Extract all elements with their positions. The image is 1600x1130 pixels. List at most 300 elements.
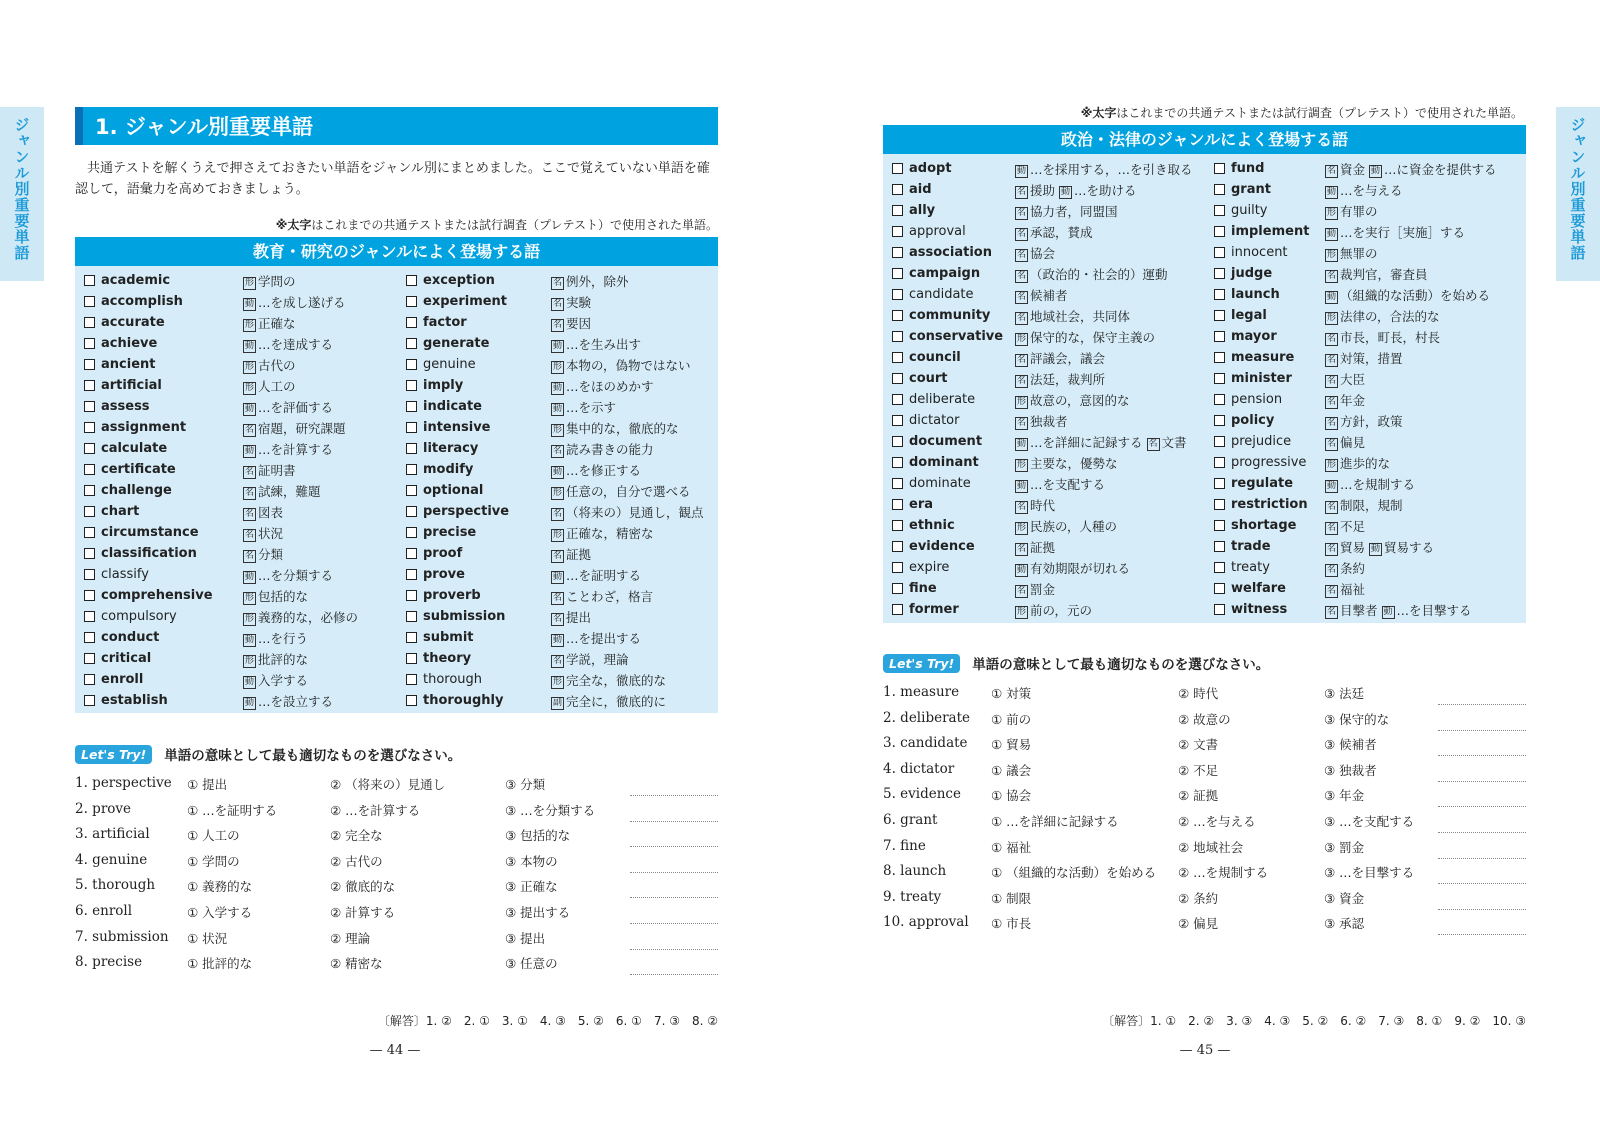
quiz-option[interactable]: ① 貿易 xyxy=(991,737,1032,753)
checkbox[interactable] xyxy=(892,541,903,552)
checkbox[interactable] xyxy=(1214,184,1225,195)
quiz-option[interactable]: ③ 提出する xyxy=(505,905,571,920)
quiz-option[interactable]: ② …を規制する xyxy=(1178,865,1269,881)
checkbox[interactable] xyxy=(84,443,95,454)
definition-text: 学問の xyxy=(258,274,296,289)
part-of-speech-tag: 名 xyxy=(1016,271,1026,281)
checkbox[interactable] xyxy=(84,548,95,559)
side-tab-left-label: ジャンル別重要単語 xyxy=(12,117,31,261)
checkbox[interactable] xyxy=(892,394,903,405)
checkbox[interactable] xyxy=(892,520,903,531)
quiz-option[interactable]: ① 制限 xyxy=(991,890,1032,906)
checkbox[interactable] xyxy=(892,247,903,258)
checkbox[interactable] xyxy=(84,296,95,307)
vocab-row xyxy=(84,627,159,648)
vocab-word: campaign xyxy=(909,266,981,281)
definition-text: 義務的な，必修の xyxy=(258,610,359,625)
quiz-option[interactable]: ② 故意の xyxy=(1178,711,1231,727)
quiz-option[interactable]: ① 提出 xyxy=(187,777,228,792)
quiz-option[interactable]: ③ …を分類する xyxy=(505,802,596,818)
quiz-option[interactable]: ① 状況 xyxy=(187,930,228,946)
vocab-row xyxy=(84,690,168,711)
vocab-definition xyxy=(551,650,629,668)
vocab-definition xyxy=(1325,370,1365,388)
definition-text: （政治的・社会的）運動 xyxy=(1030,267,1168,282)
vocab-row xyxy=(84,501,139,522)
definition-text: 候補者 xyxy=(1030,288,1068,303)
part-of-speech-tag: 形 xyxy=(1016,334,1026,344)
lets-try-badge: Let's Try! xyxy=(883,654,960,673)
vocab-row xyxy=(892,179,932,200)
checkbox[interactable] xyxy=(406,359,417,370)
answer-line[interactable] xyxy=(630,897,718,898)
checkbox[interactable] xyxy=(892,310,903,321)
checkbox[interactable] xyxy=(1214,541,1225,552)
quiz-word: 5. thorough xyxy=(75,877,156,894)
quiz-option[interactable]: ② 時代 xyxy=(1178,686,1219,701)
checkbox[interactable] xyxy=(84,401,95,412)
vocab-row xyxy=(1214,347,1294,368)
quiz-option[interactable]: ③ 任意の xyxy=(505,956,558,972)
vocab-row xyxy=(406,438,478,459)
quiz-option[interactable]: ② …を与える xyxy=(1178,814,1256,829)
quiz-item xyxy=(883,838,1526,863)
vocab-row xyxy=(892,452,979,473)
answer-line[interactable] xyxy=(1438,909,1526,910)
quiz-option[interactable]: ① …を詳細に記録する xyxy=(991,814,1119,829)
vocab-row xyxy=(892,536,975,557)
checkbox[interactable] xyxy=(892,205,903,216)
vocab-row xyxy=(892,284,974,305)
vocab-panel-education xyxy=(75,237,718,713)
checkbox[interactable] xyxy=(406,506,417,517)
part-of-speech-tag: 名 xyxy=(1326,418,1336,428)
vocab-word: community xyxy=(909,308,991,323)
checkbox[interactable] xyxy=(84,338,95,349)
checkbox[interactable] xyxy=(892,562,903,573)
part-of-speech-tag: 動 xyxy=(552,341,562,351)
quiz-option[interactable]: ① 協会 xyxy=(991,788,1032,804)
vocab-word: aid xyxy=(909,182,932,197)
quiz-option[interactable]: ① 批評的な xyxy=(187,956,253,972)
definition-text: 地域社会，共同体 xyxy=(1030,309,1131,324)
checkbox[interactable] xyxy=(84,275,95,286)
definition-text: 資金 xyxy=(1340,162,1366,177)
definition-text: 正確な xyxy=(258,316,296,331)
quiz-option[interactable]: ① 福祉 xyxy=(991,839,1032,855)
checkbox[interactable] xyxy=(84,485,95,496)
answer-line[interactable] xyxy=(1438,832,1526,833)
vocab-word: comprehensive xyxy=(101,588,213,603)
checkbox[interactable] xyxy=(1214,478,1225,489)
part-of-speech-tag: 動 xyxy=(1016,565,1026,575)
part-of-speech-tag: 名 xyxy=(1326,439,1336,449)
vocab-word: theory xyxy=(423,651,472,666)
vocab-row xyxy=(406,417,490,438)
checkbox[interactable] xyxy=(406,380,417,391)
checkbox[interactable] xyxy=(1214,289,1225,300)
checkbox[interactable] xyxy=(892,331,903,342)
quiz-item xyxy=(883,735,1526,760)
quiz-option[interactable]: ① 人工の xyxy=(187,828,240,844)
definition-text: …を評価する xyxy=(258,400,334,415)
checkbox[interactable] xyxy=(1214,457,1225,468)
answer-line[interactable] xyxy=(630,846,718,847)
quiz-option[interactable]: ② 条約 xyxy=(1178,890,1219,906)
checkbox[interactable] xyxy=(406,401,417,412)
vocab-definition xyxy=(551,503,704,521)
quiz-option[interactable]: ③ …を目撃する xyxy=(1324,865,1415,881)
side-tab-right-label: ジャンル別重要単語 xyxy=(1568,117,1587,261)
vocab-word: grant xyxy=(1231,182,1271,197)
answer-line[interactable] xyxy=(1438,934,1526,935)
checkbox[interactable] xyxy=(406,296,417,307)
vocab-row xyxy=(84,291,183,312)
checkbox[interactable] xyxy=(892,478,903,489)
checkbox[interactable] xyxy=(892,415,903,426)
vocab-row xyxy=(892,368,948,389)
vocab-word: trade xyxy=(1231,539,1271,554)
checkbox[interactable] xyxy=(892,436,903,447)
quiz-option[interactable]: ① 前の xyxy=(991,711,1032,727)
definition-text: 罰金 xyxy=(1030,582,1056,597)
quiz-word: 1. measure xyxy=(883,684,960,700)
definition-text: 民族の，人種の xyxy=(1030,519,1118,534)
checkbox[interactable] xyxy=(406,443,417,454)
part-of-speech-tag: 名 xyxy=(1016,502,1026,512)
checkbox[interactable] xyxy=(892,226,903,237)
lets-try-question: 単語の意味として最も適切なものを選びなさい。 xyxy=(972,657,1270,673)
checkbox[interactable] xyxy=(406,695,417,706)
checkbox[interactable] xyxy=(892,268,903,279)
answer-line[interactable] xyxy=(1438,704,1526,705)
answer-line[interactable] xyxy=(630,974,718,975)
vocab-row xyxy=(1214,431,1291,452)
vocab-row xyxy=(892,326,1003,347)
vocab-word: conduct xyxy=(101,630,160,645)
checkbox[interactable] xyxy=(1214,226,1225,237)
checkbox[interactable] xyxy=(1214,247,1225,258)
definition-text: 協力者，同盟国 xyxy=(1030,204,1118,219)
vocab-definition xyxy=(243,608,358,626)
vocab-row xyxy=(1214,410,1274,431)
vocab-definition xyxy=(243,482,321,500)
quiz-option[interactable]: ③ 包括的な xyxy=(505,828,571,844)
checkbox[interactable] xyxy=(406,317,417,328)
vocab-row xyxy=(892,515,955,536)
vocab-word: indicate xyxy=(423,399,482,414)
quiz-option[interactable]: ③ 正確な xyxy=(505,879,558,895)
checkbox[interactable] xyxy=(84,674,95,685)
part-of-speech-tag: 名 xyxy=(552,593,562,603)
checkbox[interactable] xyxy=(892,373,903,384)
checkbox[interactable] xyxy=(84,317,95,328)
vocab-definition xyxy=(551,419,679,437)
definition-text: …を助ける xyxy=(1074,183,1137,198)
page-number-left: — 44 — xyxy=(369,1043,421,1058)
quiz-option[interactable]: ③ 保守的な xyxy=(1324,711,1390,727)
checkbox[interactable] xyxy=(892,184,903,195)
checkbox[interactable] xyxy=(406,674,417,685)
definition-text: 条約 xyxy=(1340,561,1366,576)
checkbox[interactable] xyxy=(84,611,95,622)
part-of-speech-tag: 名 xyxy=(1016,586,1026,596)
answer-key-right: 〔解答〕1. ① 2. ② 3. ③ 4. ③ 5. ② 6. ② 7. ③ 8. ① 9. ② 10. ③ xyxy=(1102,1014,1526,1028)
checkbox[interactable] xyxy=(892,457,903,468)
quiz-option[interactable]: ② （将来の）見通し xyxy=(330,777,446,792)
checkbox[interactable] xyxy=(892,352,903,363)
definition-text: …を実行［実施］する xyxy=(1340,225,1466,240)
vocab-row xyxy=(406,375,463,396)
quiz-option[interactable]: ① （組織的な活動）を始める xyxy=(991,865,1157,881)
definition-text: 市長，町長，村長 xyxy=(1340,330,1441,345)
part-of-speech-tag: 形 xyxy=(1016,460,1026,470)
checkbox[interactable] xyxy=(1214,499,1225,510)
vocab-word: mayor xyxy=(1231,329,1277,344)
quiz-option[interactable]: ① 議会 xyxy=(991,762,1032,778)
vocab-definition xyxy=(1015,601,1092,619)
vocab-row xyxy=(892,599,959,620)
vocab-row xyxy=(1214,494,1308,515)
answer-line[interactable] xyxy=(1438,755,1526,756)
vocab-definition xyxy=(551,629,641,647)
section-title xyxy=(75,107,718,145)
quiz-option[interactable]: ① 対策 xyxy=(991,686,1032,701)
quiz-word: 4. dictator xyxy=(883,760,955,777)
quiz-item xyxy=(883,684,1526,709)
vocab-definition xyxy=(243,377,296,395)
vocab-row xyxy=(1214,200,1268,221)
quiz-option[interactable]: ③ 分類 xyxy=(505,777,546,792)
checkbox[interactable] xyxy=(1214,205,1225,216)
vocab-definition xyxy=(1015,391,1130,409)
quiz-word: 7. submission xyxy=(75,928,169,945)
checkbox[interactable] xyxy=(892,289,903,300)
vocab-word: judge xyxy=(1231,266,1273,281)
vocab-row xyxy=(892,200,935,221)
vocab-word: measure xyxy=(1231,350,1295,365)
answer-line[interactable] xyxy=(1438,730,1526,731)
quiz-option[interactable]: ③ 承認 xyxy=(1324,916,1365,932)
quiz-option[interactable]: ③ 本物の xyxy=(505,853,558,869)
quiz-option[interactable]: ③ 提出 xyxy=(505,930,546,946)
quiz-word: 6. enroll xyxy=(75,903,133,919)
section-title-text: 1. ジャンル別重要単語 xyxy=(95,115,313,139)
checkbox[interactable] xyxy=(1214,583,1225,594)
quiz-item xyxy=(883,761,1526,786)
quiz-option[interactable]: ② 理論 xyxy=(330,930,371,946)
part-of-speech-tag: 名 xyxy=(244,425,254,435)
definition-text: 証明書 xyxy=(258,463,296,478)
vocab-word: evidence xyxy=(909,539,975,554)
checkbox[interactable] xyxy=(84,506,95,517)
vocab-definition xyxy=(1325,601,1472,619)
quiz-option[interactable]: ③ 年金 xyxy=(1324,788,1365,804)
checkbox[interactable] xyxy=(1214,436,1225,447)
checkbox[interactable] xyxy=(892,604,903,615)
checkbox[interactable] xyxy=(84,653,95,664)
quiz-option[interactable]: ① 学問の xyxy=(187,853,240,869)
definition-text: 完全に，徹底的に xyxy=(566,694,667,709)
vocab-row xyxy=(84,648,151,669)
checkbox[interactable] xyxy=(406,569,417,580)
answer-line[interactable] xyxy=(630,821,718,822)
vocab-definition xyxy=(243,419,346,437)
answer-line[interactable] xyxy=(630,949,718,950)
quiz-option[interactable]: ① 市長 xyxy=(991,916,1032,932)
checkbox[interactable] xyxy=(406,632,417,643)
vocab-row xyxy=(406,270,495,291)
vocab-row xyxy=(892,158,952,179)
checkbox[interactable] xyxy=(892,163,903,174)
checkbox[interactable] xyxy=(406,485,417,496)
quiz-option[interactable]: ③ 候補者 xyxy=(1324,737,1377,753)
quiz-item xyxy=(883,812,1526,837)
checkbox[interactable] xyxy=(1214,268,1225,279)
quiz-option[interactable]: ③ 罰金 xyxy=(1324,839,1365,855)
checkbox[interactable] xyxy=(84,359,95,370)
checkbox[interactable] xyxy=(1214,604,1225,615)
answer-line[interactable] xyxy=(1438,858,1526,859)
vocab-row xyxy=(406,396,482,417)
vocab-word: generate xyxy=(423,336,490,351)
quiz-option[interactable]: ② 文書 xyxy=(1178,737,1219,753)
part-of-speech-tag: 動 xyxy=(1326,292,1336,302)
vocab-definition xyxy=(243,671,308,689)
vocab-definition xyxy=(1015,433,1187,451)
part-of-speech-tag: 動 xyxy=(552,572,562,582)
vocab-word: legal xyxy=(1231,308,1267,323)
answer-line[interactable] xyxy=(1438,806,1526,807)
part-of-speech-tag: 動 xyxy=(552,635,562,645)
checkbox[interactable] xyxy=(406,275,417,286)
quiz-option[interactable]: ③ 法廷 xyxy=(1324,686,1365,701)
vocab-row xyxy=(406,564,465,585)
quiz-option[interactable]: ② 完全な xyxy=(330,828,383,844)
vocab-word: submit xyxy=(423,630,474,645)
quiz-option[interactable]: ① …を証明する xyxy=(187,802,278,818)
vocab-row xyxy=(406,669,482,690)
quiz-option[interactable]: ② 徹底的な xyxy=(330,879,396,895)
checkbox[interactable] xyxy=(1214,562,1225,573)
answer-line[interactable] xyxy=(630,923,718,924)
checkbox[interactable] xyxy=(1214,394,1225,405)
checkbox[interactable] xyxy=(1214,520,1225,531)
checkbox[interactable] xyxy=(1214,331,1225,342)
definition-text: 制限，規制 xyxy=(1340,498,1403,513)
vocab-definition xyxy=(551,356,691,374)
vocab-word: imply xyxy=(423,378,464,393)
checkbox[interactable] xyxy=(84,695,95,706)
checkbox[interactable] xyxy=(84,380,95,391)
checkbox[interactable] xyxy=(1214,373,1225,384)
answer-line[interactable] xyxy=(1438,883,1526,884)
part-of-speech-tag: 名 xyxy=(1326,355,1336,365)
checkbox[interactable] xyxy=(892,583,903,594)
part-of-speech-tag: 名 xyxy=(1016,187,1026,197)
quiz-option[interactable]: ② 偏見 xyxy=(1178,916,1219,932)
quiz-option[interactable]: ③ …を支配する xyxy=(1324,814,1415,829)
note-bold: ※太字 xyxy=(275,218,312,232)
checkbox[interactable] xyxy=(84,590,95,601)
vocab-row xyxy=(1214,515,1296,536)
checkbox[interactable] xyxy=(406,548,417,559)
part-of-speech-tag: 名 xyxy=(244,551,254,561)
vocab-row xyxy=(892,431,982,452)
quiz-option[interactable]: ② 計算する xyxy=(330,905,396,920)
part-of-speech-tag: 動 xyxy=(1370,544,1380,554)
answer-line[interactable] xyxy=(630,795,718,796)
checkbox[interactable] xyxy=(84,632,95,643)
definition-text: 偏見 xyxy=(1340,435,1366,450)
vocab-row xyxy=(406,606,505,627)
answer-line[interactable] xyxy=(630,872,718,873)
checkbox[interactable] xyxy=(1214,352,1225,363)
answer-line[interactable] xyxy=(1438,781,1526,782)
vocab-definition xyxy=(1325,286,1490,304)
checkbox[interactable] xyxy=(84,569,95,580)
definition-text: 図表 xyxy=(258,505,284,520)
vocab-word: thorough xyxy=(423,672,483,687)
quiz-option[interactable]: ③ 独裁者 xyxy=(1324,762,1377,778)
quiz-option[interactable]: ① 入学する xyxy=(187,905,253,920)
part-of-speech-tag: 名 xyxy=(552,656,562,666)
checkbox[interactable] xyxy=(406,653,417,664)
definition-text: 貿易 xyxy=(1340,540,1366,555)
part-of-speech-tag: 名 xyxy=(1326,502,1336,512)
checkbox[interactable] xyxy=(84,422,95,433)
quiz-option[interactable]: ② 証拠 xyxy=(1178,788,1219,804)
part-of-speech-tag: 名 xyxy=(1326,586,1336,596)
checkbox[interactable] xyxy=(406,527,417,538)
part-of-speech-tag: 名 xyxy=(1326,334,1336,344)
quiz-option[interactable]: ② 古代の xyxy=(330,853,383,869)
quiz-option[interactable]: ② 精密な xyxy=(330,956,383,972)
checkbox[interactable] xyxy=(1214,163,1225,174)
part-of-speech-tag: 名 xyxy=(1326,376,1336,386)
vocab-word: classification xyxy=(101,546,197,561)
checkbox[interactable] xyxy=(406,338,417,349)
checkbox[interactable] xyxy=(1214,415,1225,426)
vocab-word: genuine xyxy=(423,357,476,372)
checkbox[interactable] xyxy=(406,590,417,601)
checkbox[interactable] xyxy=(406,611,417,622)
quiz-option[interactable]: ② …を計算する xyxy=(330,802,421,818)
quiz-option[interactable]: ② 地域社会 xyxy=(1178,839,1244,855)
checkbox[interactable] xyxy=(84,464,95,475)
vocab-word: progressive xyxy=(1231,455,1307,470)
vocab-row xyxy=(892,578,937,599)
quiz-option[interactable]: ① 義務的な xyxy=(187,879,253,895)
definition-text: 任意の，自分で選べる xyxy=(566,484,691,499)
vocab-row xyxy=(406,543,462,564)
quiz-option[interactable]: ② 不足 xyxy=(1178,762,1219,778)
part-of-speech-tag: 動 xyxy=(1060,187,1070,197)
checkbox[interactable] xyxy=(84,527,95,538)
checkbox[interactable] xyxy=(406,464,417,475)
note-rest: はこれまでの共通テストまたは試行調査（プレテスト）で使用された単語。 xyxy=(1116,106,1523,120)
vocab-word: prejudice xyxy=(1231,434,1292,449)
part-of-speech-tag: 動 xyxy=(244,341,254,351)
vocab-definition xyxy=(1015,517,1117,535)
quiz-option[interactable]: ③ 資金 xyxy=(1324,890,1365,906)
checkbox[interactable] xyxy=(892,499,903,510)
part-of-speech-tag: 形 xyxy=(1016,523,1026,533)
checkbox[interactable] xyxy=(406,422,417,433)
quiz-word: 7. fine xyxy=(883,837,926,854)
checkbox[interactable] xyxy=(1214,310,1225,321)
vocab-definition xyxy=(243,566,333,584)
